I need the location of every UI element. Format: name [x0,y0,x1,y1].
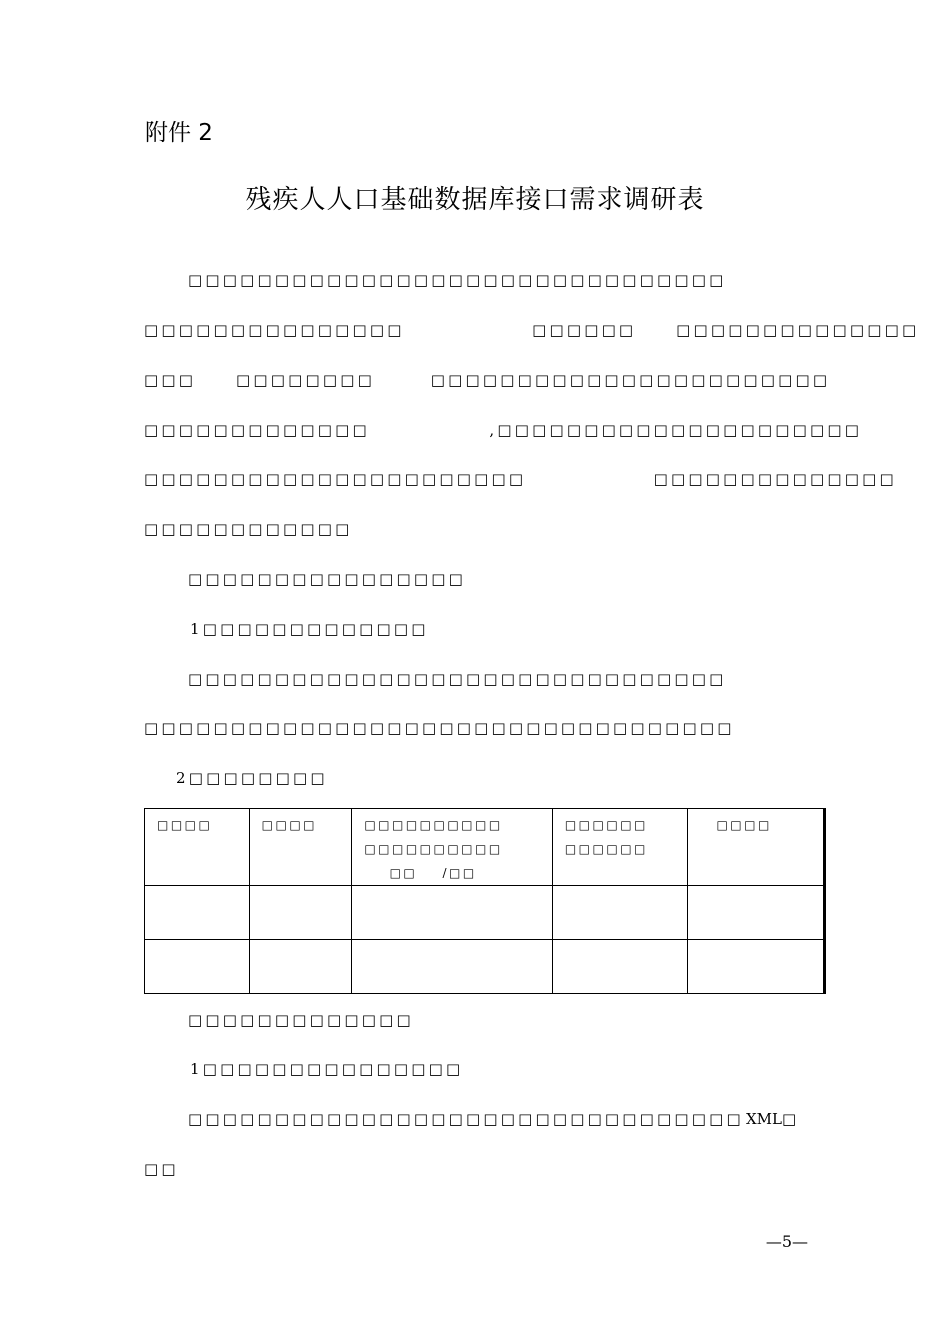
table-header-cell: □□□□ [688,809,825,886]
subsection-heading: 1□□□□□□□□□□□□□□□ [190,1060,464,1078]
body-line: □□□□□□□□□□□□□□□□□□□□□□□□□□□□□□□□□□ [144,719,735,737]
body-line: □□□□□□□□□□□□□□□□□□□□□□ □□□□□□□□□□□□□□ [144,470,897,488]
body-line-xml: XML□ [746,1110,797,1128]
table-cell[interactable] [352,940,553,994]
page-number: —5— [765,1232,808,1251]
table-cell[interactable] [249,886,352,940]
table-cell[interactable] [145,886,250,940]
table-header-cell: □□□□□□ □□□□□□ [552,809,688,886]
table-cell[interactable] [145,940,250,994]
document-title: 残疾人人口基础数据库接口需求调研表 [245,185,705,215]
survey-table [144,808,826,994]
section-heading: □□□□□□□□□□□□□ [188,1011,414,1029]
body-line: □□□□□□□□□□□□□ ,□□□□□□□□□□□□□□□□□□□□□ [144,421,863,439]
table-header-cell: □□□□□□□□□□ □□□□□□□□□□ □□ /□□ [352,809,553,886]
body-line: □□ [144,1160,179,1178]
table-row [145,886,825,940]
subsection-heading: 2□□□□□□□□ [176,769,328,787]
table-header-row [145,809,825,886]
subsection-heading: 1□□□□□□□□□□□□□ [190,620,429,638]
table-cell[interactable] [249,940,352,994]
attachment-label: 附件 2 [145,120,213,146]
table-cell[interactable] [552,886,688,940]
body-line: □□□□□□□□□□□□□□□□□□□□□□□□□□□□□□□ [188,271,727,289]
body-line: □□□□□□□□□□□□□□□□□□□□□□□□□□□□□□□ [188,670,727,688]
table-cell[interactable] [552,940,688,994]
table-row [145,940,825,994]
table-header-cell: □□□□ [249,809,352,886]
section-heading: □□□□□□□□□□□□□□□□ [188,570,466,588]
body-line: □□□□□□□□□□□□ [144,520,353,538]
table-cell[interactable] [688,940,825,994]
body-line: □□□ □□□□□□□□ □□□□□□□□□□□□□□□□□□□□□□□ [144,371,831,389]
table-cell[interactable] [352,886,553,940]
body-line: □□□□□□□□□□□□□□□ □□□□□□ □□□□□□□□□□□□□□ [144,321,920,339]
table-cell[interactable] [688,886,825,940]
body-line: □□□□□□□□□□□□□□□□□□□□□□□□□□□□□□□□ [188,1110,744,1128]
table-header-cell: □□□□ [145,809,250,886]
